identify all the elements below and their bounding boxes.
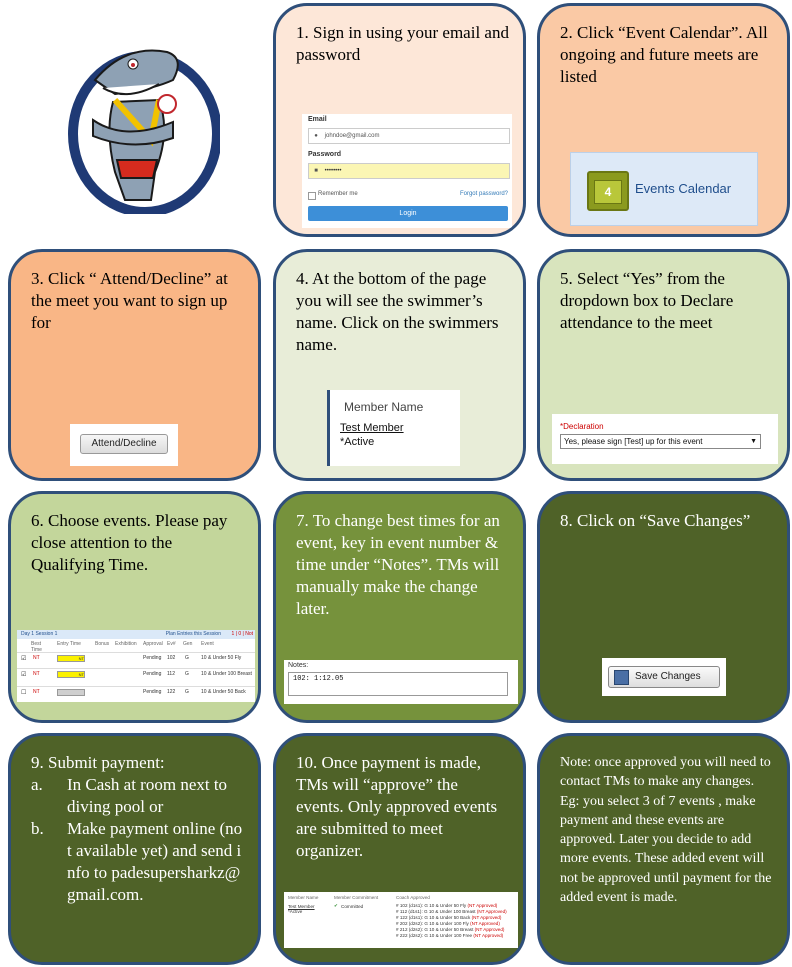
events-calendar-link[interactable]: Events Calendar (635, 181, 732, 196)
remember-me-label: Remember me (318, 191, 358, 197)
option-text: In Cash at room next to diving pool or (67, 775, 228, 816)
col-member-commitment: Member Commitment (334, 895, 379, 900)
step-10-text: 10. Once payment is made, TMs will “approve” the events. Only approved events are submitted to meet organizer. (296, 753, 498, 860)
declaration-selected: Yes, please sign [Test] up for this event (564, 437, 703, 446)
save-changes-screenshot (602, 658, 726, 696)
table-row[interactable] (17, 686, 255, 701)
list-item: # 102 (d1s1): G 10 & Under 50 Fly (NT Approved) (396, 903, 498, 908)
email-field[interactable] (308, 128, 510, 144)
col-coach-approved: Coach Approved (396, 895, 430, 900)
remember-me-checkbox[interactable] (308, 192, 316, 200)
step-7-card (273, 491, 526, 723)
option-marker: b. (31, 819, 44, 838)
table-row[interactable] (17, 668, 255, 687)
user-icon: ● (314, 133, 318, 139)
approval-status: Pending (143, 655, 162, 661)
best-time: NT (33, 671, 40, 677)
event-gender: G (185, 655, 189, 661)
member-name-link[interactable]: Test Member (288, 904, 315, 909)
step-4-card (273, 249, 526, 481)
option-text: Make payment online (not available yet) and send info to padesupersharkz@gmail.com. (67, 819, 243, 904)
dropdown-arrow-icon: ▼ (750, 438, 757, 445)
step-5-text: 5. Select “Yes” from the dropdown box to Declare attendance to the meet (560, 269, 734, 332)
approved-list (396, 903, 507, 939)
step-2-card (537, 3, 790, 237)
event-name: 10 & Under 50 Fly (201, 655, 242, 661)
forgot-password-link[interactable]: Forgot password? (459, 191, 508, 197)
floppy-disk-icon (614, 670, 629, 685)
member-status: *Active (288, 909, 303, 914)
event-gender: G (185, 689, 189, 695)
note-text: Note: once approved you will need to contact TMs to make any changes. Eg: you select 3 of 7 events , make payment and these events are approved. Later you decide to add more events. These added event will not be approved until payment for the added event is made. (560, 755, 772, 906)
email-value: johndoe@gmail.com (324, 133, 380, 139)
step-6-text: 6. Choose events. Please pay close attention to the Qualifying Time. (31, 511, 228, 574)
step-9-card (8, 733, 261, 965)
step-8-text: 8. Click on “Save Changes” (560, 511, 751, 530)
best-time: NT (33, 655, 40, 661)
list-item: # 212 (d2s2): G 10 & Under 50 Breast (NT Approved) (396, 927, 505, 932)
col-exhibition: Exhibition (115, 641, 137, 647)
save-changes-label: Save Changes (635, 671, 701, 682)
login-button[interactable]: Login (308, 206, 508, 221)
password-label: Password (308, 151, 342, 158)
lock-icon: ■ (314, 168, 318, 174)
event-gender: G (185, 671, 189, 677)
notes-screenshot (284, 660, 518, 704)
events-header-row (17, 641, 255, 651)
option-marker: a. (31, 775, 43, 794)
events-table-screenshot (17, 630, 255, 702)
event-number: 122 (167, 689, 176, 695)
entry-time-input[interactable]: NT (57, 671, 85, 678)
entry-time-input[interactable] (57, 689, 85, 696)
row-checkbox[interactable]: ☑ (21, 656, 27, 662)
notes-textarea[interactable]: 102: 1:12.05 (288, 672, 508, 696)
member-name-screenshot (327, 390, 460, 466)
col-bonus: Bonus (95, 641, 110, 647)
row-checkbox[interactable]: ☑ (21, 672, 27, 678)
notes-label: Notes: (288, 662, 309, 669)
event-name: 10 & Under 100 Breast (201, 671, 252, 677)
note-card (537, 733, 790, 965)
commitment-status: Committed (341, 904, 364, 909)
list-item: # 202 (d2s2): G 10 & Under 100 Fly (NT Approved) (396, 921, 500, 926)
event-name: 10 & Under 50 Back (201, 689, 246, 695)
declaration-screenshot (552, 414, 778, 464)
step-10-card (273, 733, 526, 965)
attend-decline-screenshot (70, 424, 178, 466)
step-8-card (537, 491, 790, 723)
event-number: 112 (167, 671, 175, 677)
approval-status: Pending (143, 689, 162, 695)
plan-counts: 1 | 0 | Not (231, 631, 253, 637)
save-changes-button[interactable] (608, 666, 720, 688)
email-label: Email (308, 116, 327, 123)
col-member-name: Member Name (288, 895, 319, 900)
col-event: Event (201, 641, 214, 647)
event-number: 102 (167, 655, 176, 661)
declaration-select[interactable] (560, 434, 761, 449)
attend-decline-button[interactable]: Attend/Decline (80, 434, 168, 454)
events-calendar-screenshot (570, 152, 758, 226)
col-best-time: Best Time (31, 641, 42, 653)
step-4-text: 4. At the bottom of the page you will see the swimmer’s name. Click on the swimmers name. (296, 269, 499, 354)
check-icon: ✔ (334, 903, 338, 908)
list-item: # 112 (d1s1): G 10 & Under 100 Breast (NT Approved) (396, 909, 507, 914)
col-gender: Gen (183, 641, 193, 647)
calendar-icon (587, 171, 629, 211)
col-event-number: Ev# (167, 641, 176, 647)
member-status: *Active (340, 436, 375, 448)
step-3-card (8, 249, 261, 481)
step-6-card (8, 491, 261, 723)
payment-options (31, 774, 244, 906)
step-1-text: 1. Sign in using your email and password (296, 23, 509, 64)
entry-time-input[interactable]: NT (57, 655, 85, 662)
calendar-day: 4 (594, 180, 622, 204)
list-item: # 222 (d2s2): G 10 & Under 100 Free (NT Approved) (396, 933, 504, 938)
step-7-text: 7. To change best times for an event, key in event number & time under “Notes”. TMs will manually make the change later. (296, 511, 500, 618)
step-2-text: 2. Click “Event Calendar”. All ongoing and future meets are listed (560, 23, 768, 86)
row-checkbox[interactable]: ☐ (21, 690, 27, 696)
member-name-link[interactable]: Test Member (340, 422, 404, 434)
payment-option (31, 818, 244, 906)
plan-entries: Plan Entries this Session (165, 631, 221, 637)
col-approval: Approval (143, 641, 163, 647)
shark-logo (55, 22, 220, 214)
login-form-screenshot (302, 114, 512, 228)
step-9-content (31, 752, 244, 906)
payment-option (31, 774, 244, 818)
list-item: # 122 (d1s1): G 10 & Under 50 Back (NT Approved) (396, 915, 502, 920)
step-9-heading: 9. Submit payment: (31, 753, 165, 772)
col-entry-time: Entry Time (57, 641, 81, 647)
password-value: •••••••• (324, 168, 342, 174)
table-row[interactable] (17, 652, 255, 669)
declaration-label: *Declaration (560, 422, 604, 431)
step-5-card (537, 249, 790, 481)
best-time: NT (33, 689, 40, 695)
step-3-text: 3. Click “ Attend/Decline” at the meet you want to sign up for (31, 269, 228, 332)
session-title: Day 1 Session 1 (21, 631, 58, 637)
approval-status: Pending (143, 671, 162, 677)
member-name-header: Member Name (344, 400, 424, 414)
step-1-card (273, 3, 526, 237)
session-bar (17, 630, 255, 639)
password-field[interactable] (308, 163, 510, 179)
approved-events-screenshot (284, 892, 518, 948)
